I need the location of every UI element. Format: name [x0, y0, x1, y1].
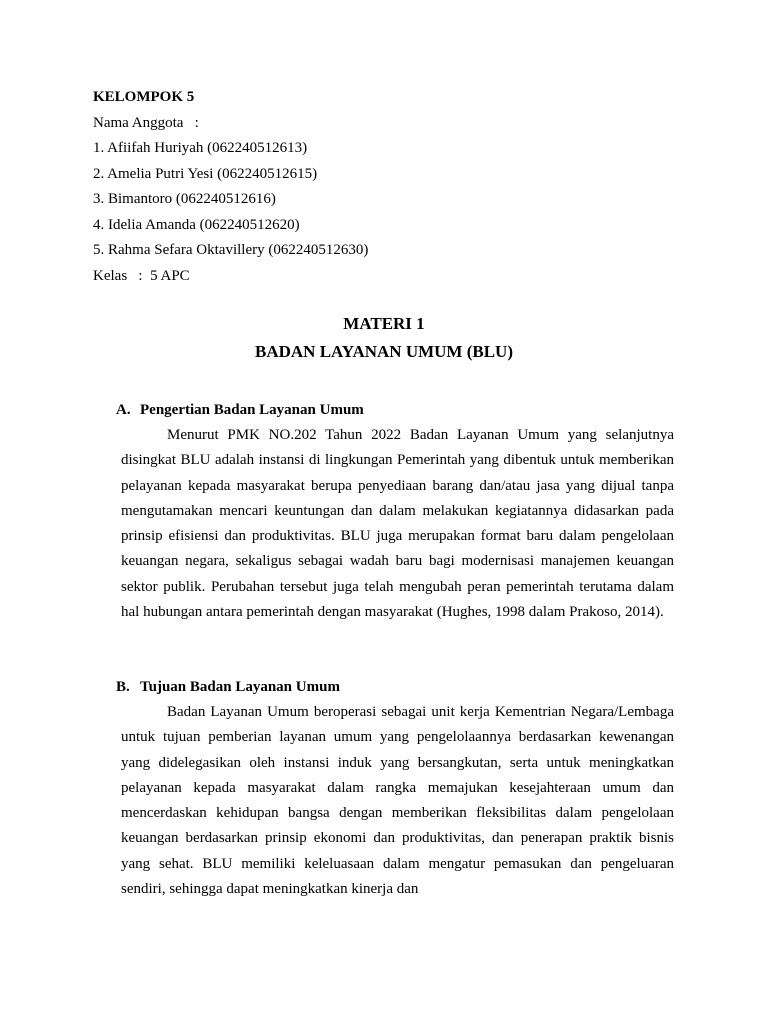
section-pengertian [116, 399, 674, 625]
document-titles [0, 313, 768, 369]
member-item: 2. Amelia Putri Yesi (062240512615) [93, 165, 318, 182]
section-letter: B. [116, 679, 130, 695]
group-info [93, 86, 693, 290]
member-item: 4. Idelia Amanda (062240512620) [93, 216, 300, 233]
member-item: 5. Rahma Sefara Oktavillery (062240512630) [93, 242, 369, 258]
section-heading-text: Pengertian Badan Layanan Umum [140, 402, 364, 418]
members-label: Nama Anggota : [93, 114, 199, 131]
section-heading [116, 676, 674, 698]
section-tujuan [116, 676, 674, 902]
section-paragraph: Badan Layanan Umum beroperasi sebagai unit kerja Kementrian Negara/Lembaga untuk tujuan pemberian layanan umum yang pengelolaannya berdasarkan kewenangan yang didelegasikan oleh instansi induk yang bersangkutan, serta untuk meningkatkan pelayanan kepada masyarakat dalam rangka memajukan kesejahteraan umum dan mencerdaskan kehidupan bangsa dengan memberikan fleksibilitas dalam pengelolaan keuangan berdasarkan prinsip ekonomi dan produktivitas, dan penerapan praktik bisnis yang sehat. BLU memiliki keleluasaan dalam mengatur pemasukan dan pengeluaran sendiri, sehingga dapat meningkatkan kinerja dan [121, 704, 674, 898]
topic-title: BADAN LAYANAN UMUM (BLU) [255, 342, 513, 361]
member-item: 3. Bimantoro (062240512616) [93, 191, 276, 207]
section-heading-text: Tujuan Badan Layanan Umum [140, 679, 340, 695]
section-letter: A. [116, 402, 131, 418]
section-heading [116, 399, 674, 421]
member-item: 1. Afiifah Huriyah (062240512613) [93, 140, 308, 156]
group-name: KELOMPOK 5 [93, 89, 195, 105]
class-line: Kelas : 5 APC [93, 267, 190, 284]
section-paragraph: Menurut PMK NO.202 Tahun 2022 Badan Layanan Umum yang selanjutnya disingkat BLU adalah instansi di lingkungan Pemerintah yang dibentuk untuk memberikan pelayanan kepada masyarakat berupa penyediaan barang dan/atau jasa yang dijual tanpa mengutamakan mencari keuntungan dan dalam melakukan kegiatannya didasarkan pada prinsip efisiensi dan produktivitas. BLU juga merupakan format baru dalam pengelolaan keuangan negara, sekaligus sebagai wadah baru bagi modernisasi manajemen keuangan sektor publik. Perubahan tersebut juga telah mengubah peran pemerintah terutama dalam hal hubungan antara pemerintah dengan masyarakat (Hughes, 1998 dalam Prakoso, 2014). [121, 427, 674, 621]
materi-title: MATERI 1 [343, 314, 425, 333]
